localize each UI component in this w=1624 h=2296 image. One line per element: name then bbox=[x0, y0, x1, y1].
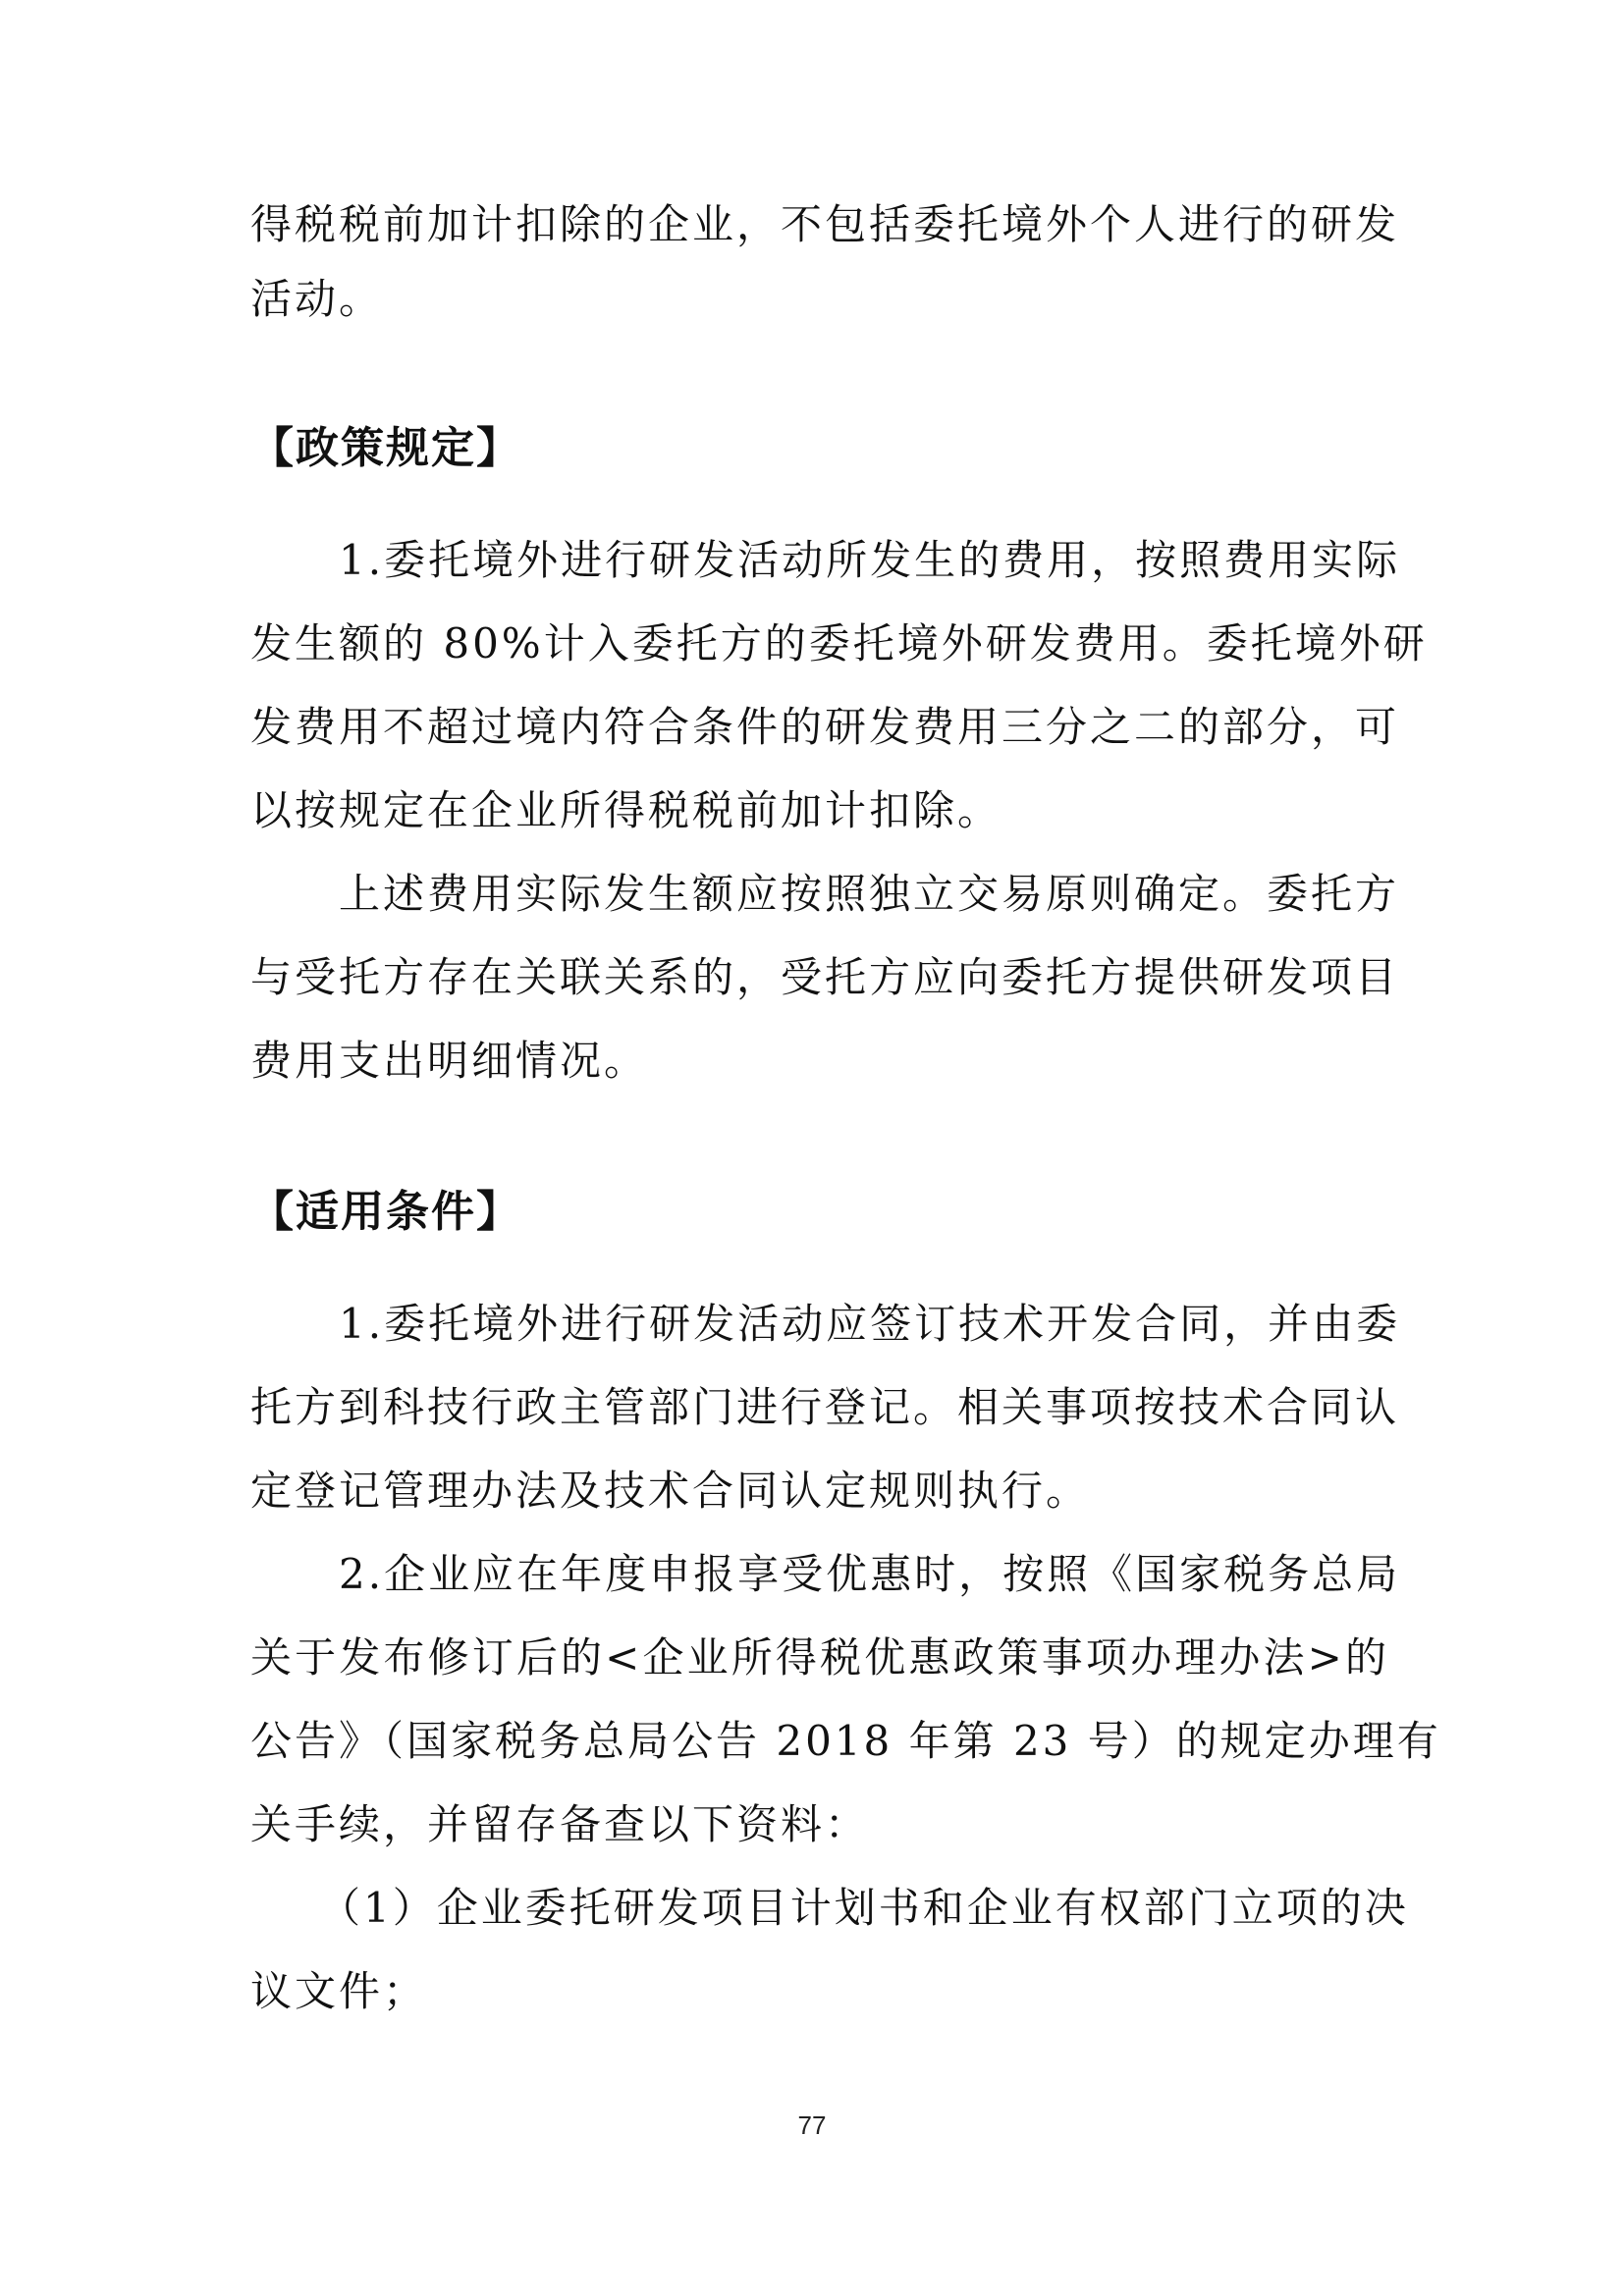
conditions-para2-line-3: 公告》（国家税务总局公告 2018 年第 23 号）的规定办理有 bbox=[250, 1717, 1441, 1765]
policy-para1-line-2: 发生额的 80%计入委托方的委托境外研发费用。委托境外研 bbox=[250, 619, 1428, 667]
conditions-para2-line-1: 2.企业应在年度申报享受优惠时，按照《国家税务总局 bbox=[339, 1550, 1401, 1598]
conditions-para1-line-1: 1.委托境外进行研发活动应签订技术开发合同，并由委 bbox=[339, 1300, 1401, 1348]
intro-line-1: 得税税前加计扣除的企业，不包括委托境外个人进行的研发 bbox=[250, 200, 1400, 248]
policy-para2-line-1: 上述费用实际发生额应按照独立交易原则确定。委托方 bbox=[339, 870, 1400, 918]
conditions-para1-line-3: 定登记管理办法及技术合同认定规则执行。 bbox=[250, 1467, 1091, 1515]
conditions-para1-line-2: 托方到科技行政主管部门进行登记。相关事项按技术合同认 bbox=[250, 1383, 1400, 1431]
policy-para2-line-3: 费用支出明细情况。 bbox=[250, 1037, 649, 1085]
intro-line-2: 活动。 bbox=[250, 275, 384, 323]
conditions-heading: 【适用条件】 bbox=[250, 1187, 521, 1237]
page-number: 77 bbox=[797, 2110, 827, 2140]
conditions-para2-line-4: 关手续，并留存备查以下资料： bbox=[250, 1800, 870, 1848]
policy-heading: 【政策规定】 bbox=[250, 423, 521, 473]
conditions-item1-line-1: （1）企业委托研发项目计划书和企业有权部门立项的决 bbox=[319, 1884, 1409, 1932]
conditions-para2-line-2: 关于发布修订后的<企业所得税优惠政策事项办理办法>的 bbox=[250, 1633, 1389, 1682]
policy-para1-line-4: 以按规定在企业所得税税前加计扣除。 bbox=[250, 786, 1002, 834]
conditions-item1-line-2: 议文件； bbox=[250, 1967, 428, 2015]
policy-para1-line-1: 1.委托境外进行研发活动所发生的费用，按照费用实际 bbox=[339, 536, 1401, 584]
policy-para1-line-3: 发费用不超过境内符合条件的研发费用三分之二的部分，可 bbox=[250, 703, 1400, 751]
policy-para2-line-2: 与受托方存在关联关系的，受托方应向委托方提供研发项目 bbox=[250, 953, 1400, 1001]
